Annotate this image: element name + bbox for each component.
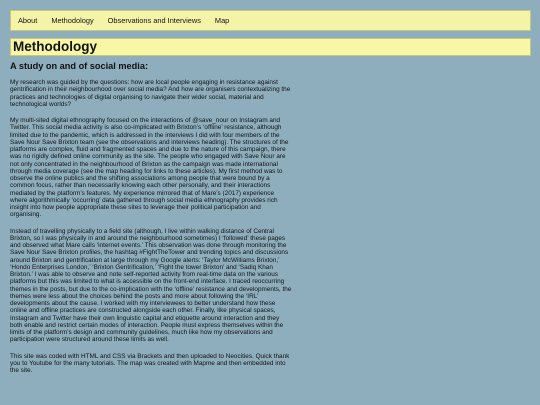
top-navigation xyxy=(10,10,531,31)
paragraph-site-credits: This site was coded with HTML and CSS via Brackets and then uploaded to Neocities. Quick thank you to Youtube for the many tutorials. The map was created with Mapme and then embedded into the site. xyxy=(10,352,290,374)
paragraph-field-site-observation: Instead of travelling physically to a field site (although, I live within walking distance of Central Brixton, so I was physically in and around the neighbourhood sometimes) I ‘followed’ these pages and observed what Mare calls ‘internet events.’ This observation was done through monitoring the Save Nour Save Brixton profiles, the hashtag #FightTheTower and trending topics and discussions around Brixton and gentrification at large through my Google alerts: ‘Taylor McWilliams Brixton,’ ‘Hondo Enterprises London,’ ‘Brixton Gentrification,’ ‘Fight the tower Brixton’ and ‘Sadiq Khan Brixton.’ I was able to observe and note self-reported activity from real-time data on the various platforms but this was limited to what is accessible on the front-end interface. I traced reoccurring themes in the posts, but due to the co-implication with the ‘offline’ resistance and developments, the themes were less about the choices behind the posts and more about following the ‘IRL’ developments about the cause. I worked with my interviewees to better understand how these online and offline practices are constructed alongside each other. Finally, like physical spaces, Instagram and Twitter have their own linguistic capital and etiquette around interaction and they both enable and restrict certain modes of interaction. People must express themselves within the limits of the platform’s design and community guidelines, much like how my observations and participation were structured around these limits as well. xyxy=(10,227,292,344)
section-heading: A study on and of social media: xyxy=(10,61,149,71)
nav-link-about[interactable]: About xyxy=(18,16,38,25)
paragraph-digital-ethnography: My multi-sited digital ethnography focused on the interactions of @save_nour on Instagram and Twitter. This social media activity is also co-implicated with Brixton’s ‘offline’ resistance, although limited due to the pandemic, which is addressed in the interviews I did with four members of the Save Nour Save Brixton team (see the observations and interviews heading). The structures of the platforms are complex, fluid and fragmented spaces and due to the nature of this campaign, there was no rigidly defined online community as the site. The people who engaged with Save Nour are not only concentrated in the neighbourhood of Brixton as the campaign was made international through media coverage (see the map heading for links to these articles). My first method was to observe the online publics and the shifting associations among people that were bound by a common focus, rather than necessarily knowing each other personally, and their interactions mediated by the platform’s features. My experience mirrored that of Mare’s (2017) experience where algorithmically ‘occurring’ data gathered through social media ethnography provides rich insight into how people appropriate these sites to leverage their political participation and organising. xyxy=(10,117,289,219)
nav-link-map[interactable]: Map xyxy=(214,16,230,25)
nav-link-observations-and-interviews[interactable]: Observations and Interviews xyxy=(107,16,201,25)
page-title: Methodology xyxy=(13,39,97,54)
page-title-banner xyxy=(10,38,531,56)
paragraph-research-questions: My research was guided by the questions: how are local people engaging in resistance against gentrification in their neighbourhood over social media? And how are organisers contextualizing the practices and technologies of digital organising to navigate their wider social, material and technological worlds? xyxy=(10,79,291,108)
nav-link-methodology[interactable]: Methodology xyxy=(51,16,94,25)
main-content xyxy=(10,79,292,383)
